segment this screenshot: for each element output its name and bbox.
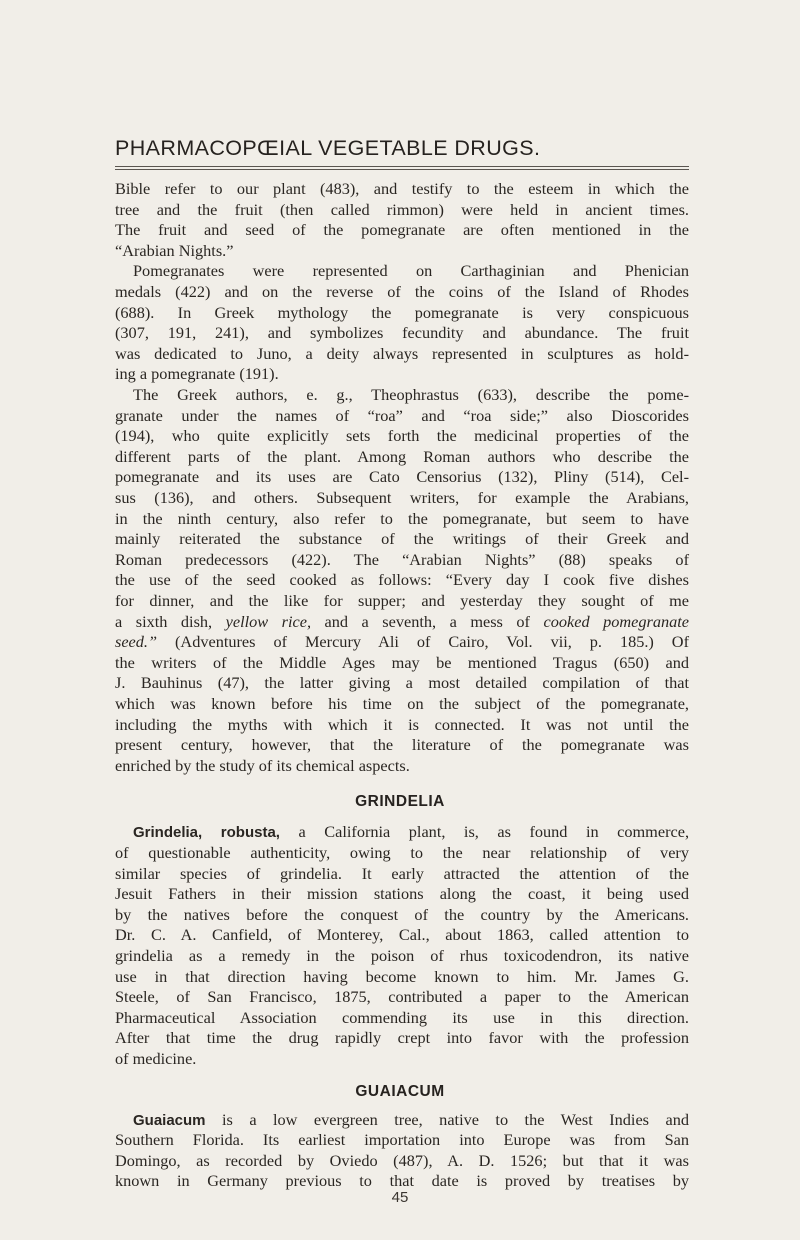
lead-term: Guaiacum: [133, 1111, 206, 1129]
text-line: grindelia as a remedy in the poison of rhus toxicodendron, its native: [115, 946, 689, 965]
text-line: Bible refer to our plant (483), and testify to the esteem in which the: [115, 179, 689, 198]
text-line: Jesuit Fathers in their mission stations along the coast, it being used: [115, 884, 689, 904]
text-line: (688). In Greek mythology the pomegranate is very conspicuous: [115, 302, 689, 322]
text-line: of medicine.: [115, 1049, 197, 1068]
text-line: J. Bauhinus (47), the latter giving a most detailed compilation of that: [115, 673, 689, 693]
text-line: Domingo, as recorded by Oviedo (487), A. D. 1526; but that it was: [115, 1150, 689, 1170]
text-line: similar species of grindelia. It early attracted the attention of the: [115, 863, 689, 883]
italic-run: yellow rice,: [225, 611, 312, 631]
text-run: is a low evergreen tree, native to the West Indies and: [222, 1109, 689, 1129]
text-line: Pomegranates were represented on Carthaginian and Phenician: [133, 261, 689, 281]
italic-run: cooked pomegranate: [543, 611, 690, 631]
text-line: ing a pomegranate (191).: [115, 364, 279, 384]
text-line: in the ninth century, also refer to the pomegranate, but seem to have: [115, 508, 689, 528]
text-line: granate under the names of “roa” and “roa side;” also Dioscorides: [115, 405, 689, 425]
text-line: which was known before his time on the subject of the pomegranate,: [115, 694, 689, 713]
text-line: for dinner, and the like for supper; and yesterday they sought of me: [115, 591, 689, 610]
text-line: [133, 1109, 689, 1131]
text-run: a sixth dish,: [115, 611, 213, 631]
italic-run: seed.”: [115, 632, 158, 652]
text-line: mainly reiterated the substance of the writings of their Greek and: [115, 529, 689, 549]
section-heading-grindelia: GRINDELIA: [355, 793, 445, 811]
text-line: by the natives before the conquest of the country by the Americans.: [115, 904, 689, 924]
text-line: pomegranate and its uses are Cato Censorius (132), Pliny (514), Cel-: [115, 467, 689, 487]
text-line: “Arabian Nights.”: [115, 240, 234, 260]
header-rule: [115, 166, 689, 167]
text-line: known in Germany previous to that date is proved by treatises by: [115, 1171, 689, 1191]
text-line: The Greek authors, e. g., Theophrastus (633), describe the pome-: [133, 385, 689, 404]
text-line: enriched by the study of its chemical aspects.: [115, 755, 410, 775]
text-line: tree and the fruit (then called rimmon) were held in ancient times.: [115, 199, 689, 219]
text-line: [133, 821, 689, 843]
text-line: (307, 191, 241), and symbolizes fecundity and abundance. The fruit: [115, 323, 689, 343]
page-number: 45: [391, 1189, 409, 1206]
text-line: present century, however, that the literature of the pomegranate was: [115, 735, 689, 755]
text-line: use in that direction having become known to him. Mr. James G.: [115, 966, 689, 986]
text-line: Dr. C. A. Canfield, of Monterey, Cal., about 1863, called attention to: [115, 925, 689, 945]
text-line: sus (136), and others. Subsequent writers, for example the Arabians,: [115, 488, 689, 507]
text-line: The fruit and seed of the pomegranate are often mentioned in the: [115, 220, 689, 240]
text-line: Southern Florida. Its earliest importation into Europe was from San: [115, 1130, 689, 1150]
text-line: including the myths with which it is connected. It was not until the: [115, 714, 689, 734]
text-line: (194), who quite explicitly sets forth the medicinal properties of the: [115, 426, 689, 446]
text-line: Pharmaceutical Association commending its use in this direction.: [115, 1007, 689, 1027]
text-run: and a seventh, a mess of: [324, 611, 530, 631]
text-line: After that time the drug rapidly crept into favor with the profession: [115, 1028, 689, 1048]
running-head: PHARMACOPŒIAL VEGETABLE DRUGS.: [115, 136, 541, 160]
text-line: the writers of the Middle Ages may be mentioned Tragus (650) and: [115, 652, 689, 672]
lead-term: Grindelia, robusta,: [133, 824, 280, 842]
text-line: of questionable authenticity, owing to the near relationship of very: [115, 843, 689, 862]
text-line: medals (422) and on the reverse of the coins of the Island of Rhodes: [115, 282, 689, 301]
text-line: Steele, of San Francisco, 1875, contributed a paper to the American: [115, 987, 689, 1007]
text-run: (Adventures of Mercury Ali of Cairo, Vol. vii, p. 185.) Of: [175, 632, 689, 652]
section-heading-guaiacum: GUAIACUM: [355, 1082, 445, 1100]
text-line: was dedicated to Juno, a deity always represented in sculptures as hold-: [115, 343, 689, 363]
text-line: Roman predecessors (422). The “Arabian Nights” (88) speaks of: [115, 549, 689, 569]
text-line: the use of the seed cooked as follows: “Every day I cook five dishes: [115, 570, 689, 590]
text-line: different parts of the plant. Among Roman authors who describe the: [115, 446, 689, 466]
text-run: a California plant, is, as found in commerce,: [298, 822, 690, 842]
text-line: [115, 631, 689, 653]
header-rule: [115, 169, 689, 170]
text-line: [115, 611, 689, 633]
